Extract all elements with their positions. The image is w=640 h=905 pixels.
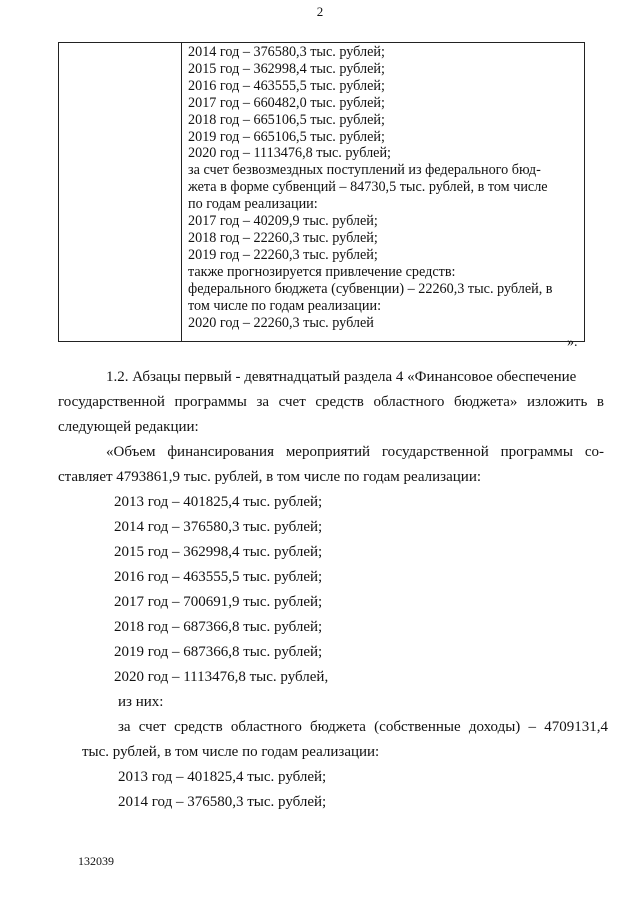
table-line: федерального бюджета (субвенции) – 22260,3 тыс. рублей, в [188, 280, 553, 297]
year-line: 2014 год – 376580,3 тыс. рублей; [118, 794, 327, 810]
table-closing-quote: ». [567, 335, 578, 350]
table-line: за счет безвозмездных поступлений из федерального бюд- [188, 162, 541, 179]
table-line: 2019 год – 22260,3 тыс. рублей; [188, 246, 378, 263]
table-line: жета в форме субвенций – 84730,5 тыс. рублей, в том числе [188, 179, 548, 196]
table-line: 2016 год – 463555,5 тыс. рублей; [188, 77, 385, 94]
table-line: 2017 год – 660482,0 тыс. рублей; [188, 94, 385, 111]
paragraph-2-line-1: «Объем финансирования мероприятий государственной программы со- [106, 444, 604, 460]
table-line: 2020 год – 22260,3 тыс. рублей [188, 314, 374, 331]
table-line: 2015 год – 362998,4 тыс. рублей; [188, 60, 385, 77]
paragraph-3-line-1: за счет средств областного бюджета (собственные доходы) – 4709131,4 [118, 719, 608, 735]
budget-table [58, 42, 585, 342]
table-line: 2017 год – 40209,9 тыс. рублей; [188, 213, 378, 230]
year-line: 2014 год – 376580,3 тыс. рублей; [114, 519, 323, 535]
year-line: 2017 год – 700691,9 тыс. рублей; [114, 594, 323, 610]
page-number: 2 [316, 4, 324, 19]
footer-code: 132039 [78, 854, 114, 868]
paragraph-2-line-2: ставляет 4793861,9 тыс. рублей, в том числе по годам реализации: [58, 469, 482, 485]
table-left-cell [59, 43, 182, 342]
table-line: том числе по годам реализации: [188, 297, 382, 314]
table-line: по годам реализации: [188, 196, 318, 213]
table-line: 2019 год – 665106,5 тыс. рублей; [188, 128, 385, 145]
year-line: 2019 год – 687366,8 тыс. рублей; [114, 644, 323, 660]
of-them-label: из них: [118, 694, 164, 710]
table-line: 2018 год – 22260,3 тыс. рублей; [188, 229, 378, 246]
year-line: 2013 год – 401825,4 тыс. рублей; [118, 769, 327, 785]
year-line: 2020 год – 1113476,8 тыс. рублей, [114, 669, 329, 685]
year-line: 2013 год – 401825,4 тыс. рублей; [114, 494, 323, 510]
paragraph-1-line-3: следующей редакции: [58, 419, 199, 435]
paragraph-1-line-1: 1.2. Абзацы первый - девятнадцатый раздела 4 «Финансовое обеспечение [106, 369, 577, 385]
paragraph-1-line-2: государственной программы за счет средств областного бюджета» изложить в [58, 394, 604, 410]
table-line: 2018 год – 665106,5 тыс. рублей; [188, 111, 385, 128]
table-line: 2020 год – 1113476,8 тыс. рублей; [188, 145, 391, 162]
paragraph-3-line-2: тыс. рублей, в том числе по годам реализации: [82, 744, 380, 760]
year-line: 2016 год – 463555,5 тыс. рублей; [114, 569, 323, 585]
table-line: 2014 год – 376580,3 тыс. рублей; [188, 44, 385, 60]
year-line: 2018 год – 687366,8 тыс. рублей; [114, 619, 323, 635]
table-line: также прогнозируется привлечение средств: [188, 263, 456, 280]
table-right-cell [182, 43, 585, 342]
year-line: 2015 год – 362998,4 тыс. рублей; [114, 544, 323, 560]
